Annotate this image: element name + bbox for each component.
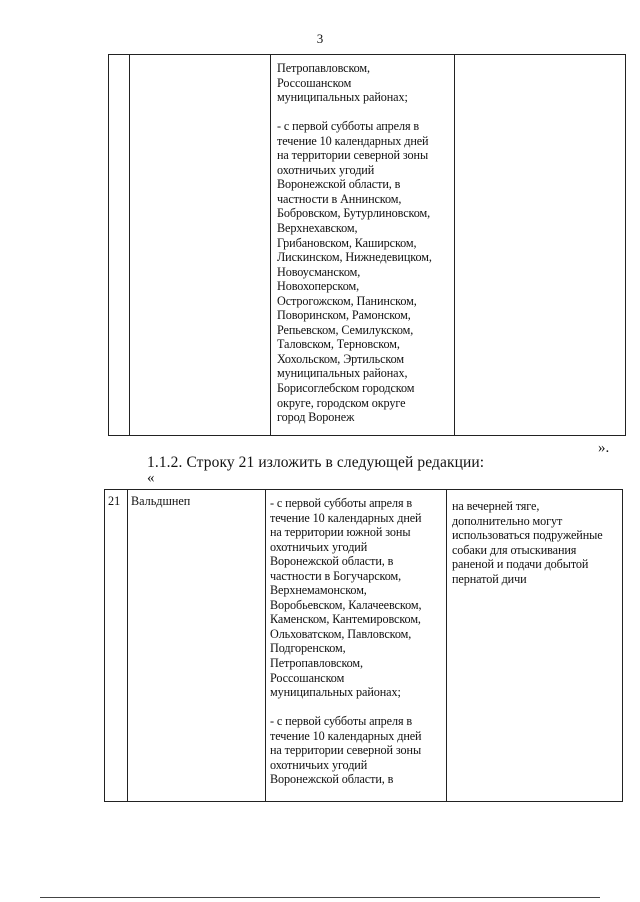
table-continuation [108,54,626,436]
table-border [127,490,128,802]
notes-cell: на вечерней тяге, дополнительно могут использоваться подружейные собаки для отыскивания раненой и подачи добытой пернатой дичи [452,499,603,586]
closing-quote: ». [598,440,610,456]
table-border [104,490,105,802]
table-border [270,435,455,436]
table-border [129,55,130,436]
hunting-period-cell [270,496,448,787]
species-name: Вальдшнеп [131,494,191,508]
period-paragraph: - с первой субботы апреля в течение 10 календарных дней на территории северной зоны охотничьих угодий Воронежской области, в [270,714,422,787]
amendment-instruction: 1.1.2. Строку 21 изложить в следующей редакции: [147,454,485,471]
table-border [108,55,109,436]
table-border [108,435,270,436]
period-paragraph: - с первой субботы апреля в течение 10 календарных дней на территории южной зоны охотничьих угодий Воронежской области, в частности в Богучарском, Верхнемамонском, Воробьевском, Калачеевском, Каменском, Кантемировском, Ольховатском, Павловском, Подгоренском, Петропавловском, Россошанском муниципальных районах; [270,496,422,700]
footer-rule [40,897,600,898]
row-number: 21 [108,494,121,508]
period-paragraph: Петропавловском, Россошанском муниципальных районах; [277,61,408,105]
table-border [265,490,266,802]
table-border [270,55,271,436]
period-paragraph: - с первой субботы апреля в течение 10 календарных дней на территории северной зоны охотничьих угодий Воронежской области, в частности в Аннинском, Бобровском, Бутурлиновском, Верхнехавском, Грибановском, Каширском, Лискинском, Нижнедевицком, Новоусманском, Новохоперском, Острогожском, Панинском, Поворинском, Рамонском, Репьевском, Семилукском, Таловском, Терновском, Хохольском, Эртильском муниципальных районах, Борисоглебском городском округе, городском округе город Воронеж [277,119,432,425]
table-row-21 [104,489,623,802]
hunting-period-cell [277,61,453,425]
opening-quote: « [147,470,155,486]
page-number: 3 [316,31,324,46]
table-border [454,435,625,436]
table-border [454,55,455,436]
